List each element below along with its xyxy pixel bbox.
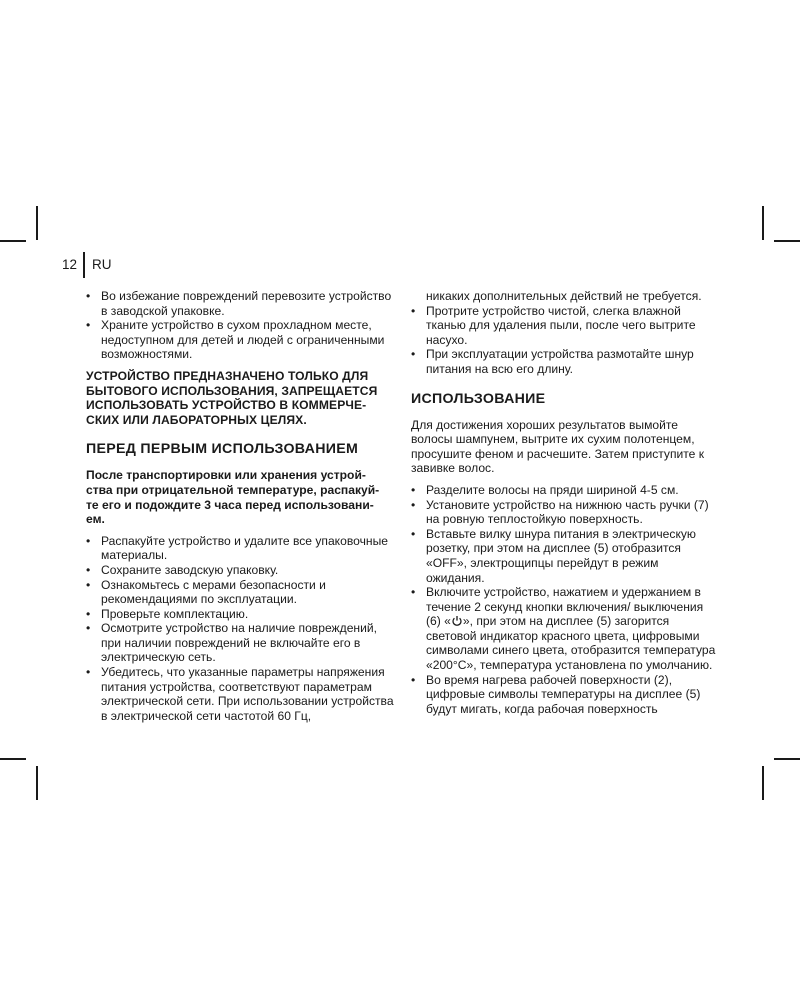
list-item: • Проверьте комплектацию. xyxy=(86,607,396,622)
page-number: 12 xyxy=(62,257,78,272)
list-item: • Протрите устройство чистой, слегка влажной тканью для удаления пыли, после чего вытрите насухо. xyxy=(411,304,717,348)
list-item: • Храните устройство в сухом прохладном месте, недоступном для детей и людей с ограниченными возможностями. xyxy=(86,318,396,362)
crop-mark xyxy=(774,240,800,242)
crop-mark xyxy=(762,766,764,800)
left-column xyxy=(86,289,396,723)
crop-mark xyxy=(762,206,764,240)
crop-mark xyxy=(0,758,26,760)
crop-mark xyxy=(0,240,26,242)
section-heading-usage: ИСПОЛЬЗОВАНИЕ xyxy=(411,390,546,407)
list-item: • Разделите волосы на пряди шириной 4-5 см. xyxy=(411,483,717,498)
before-use-list xyxy=(86,534,396,724)
usage-intro: Для достижения хороших результатов вымойте волосы шампунем, вытрите их сухим полотенцем, просушите феном и расчешите. Затем приступите к завивке волос. xyxy=(411,417,705,476)
usage-list xyxy=(411,483,717,717)
section-heading-before-first-use: ПЕРЕД ПЕРВЫМ ИСПОЛЬЗОВАНИЕМ xyxy=(86,441,359,458)
list-item: • Осмотрите устройство на наличие повреждений, при наличии повреждений не включайте его в электрическую сеть. xyxy=(86,621,396,665)
language-label: RU xyxy=(92,257,112,272)
storage-list xyxy=(86,289,396,362)
power-icon xyxy=(451,615,463,627)
right-column xyxy=(411,289,717,716)
care-list xyxy=(411,304,717,377)
crop-mark xyxy=(36,206,38,240)
lead-paragraph: После транспортировки или хранения устрой- ства при отрицательной температуре, распакуй- те его и подождите 3 часа перед использовани- ем. xyxy=(86,468,380,527)
continuation-text: никаких дополнительных действий не требуется. xyxy=(426,289,702,303)
list-item: • Вставьте вилку шнура питания в электрическую розетку, при этом на дисплее (5) отобразится «OFF», электрощипцы перейдут в режим ожидания. xyxy=(411,527,717,585)
list-item: • Убедитесь, что указанные параметры напряжения питания устройства, соответствуют параметрам электрической сети. При использовании устройства в электрической сети частотой 60 Гц, xyxy=(86,665,396,723)
crop-mark xyxy=(36,766,38,800)
list-item: • Сохраните заводскую упаковку. xyxy=(86,563,396,578)
list-item: • Во избежание повреждений перевозите устройство в заводской упаковке. xyxy=(86,289,396,318)
usage-warning: УСТРОЙСТВО ПРЕДНАЗНАЧЕНО ТОЛЬКО ДЛЯ БЫТОВОГО ИСПОЛЬЗОВАНИЯ, ЗАПРЕЩАЕТСЯ ИСПОЛЬЗОВАТЬ УСТРОЙСТВО В КОММЕРЧЕ- СКИХ ИЛИ ЛАБОРАТОРНЫХ ЦЕЛЯХ. xyxy=(86,368,378,427)
list-item: • Включите устройство, нажатием и удержанием в течение 2 секунд кнопки включения/ выключения (6) « », при этом на дисплее (5) загорится световой индикатор красного цвета, цифровыми символами синего цвета, отобразится температура «200°С», температура установлена по умолчанию. xyxy=(411,585,717,673)
list-item: • Во время нагрева рабочей поверхности (2), цифровые символы температуры на дисплее (5) будут мигать, когда рабочая поверхность xyxy=(411,673,717,717)
header-divider xyxy=(83,252,85,278)
list-item: • При эксплуатации устройства размотайте шнур питания на всю его длину. xyxy=(411,347,717,376)
list-item: • Ознакомьтесь с мерами безопасности и рекомендациями по эксплуатации. xyxy=(86,578,396,607)
crop-mark xyxy=(774,758,800,760)
list-item: • Установите устройство на нижнюю часть ручки (7) на ровную теплостойкую поверхность. xyxy=(411,498,717,527)
list-item: • Распакуйте устройство и удалите все упаковочные материалы. xyxy=(86,534,396,563)
